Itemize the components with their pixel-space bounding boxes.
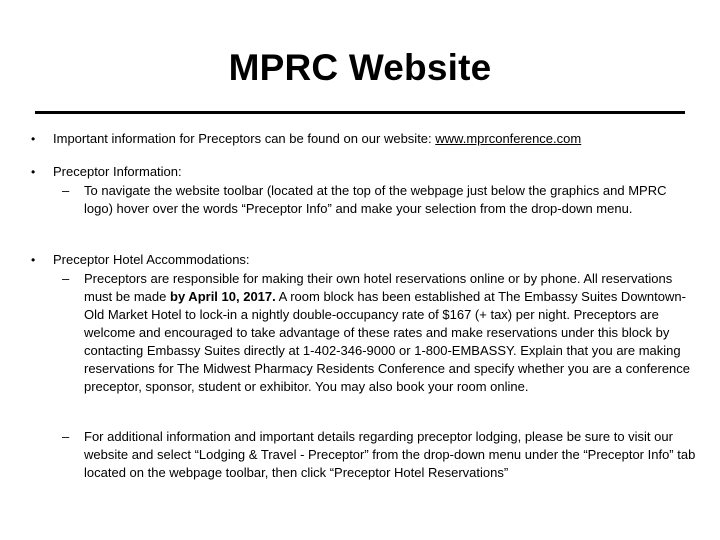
website-link[interactable]: www.mprconference.com [435,131,582,146]
bullet-marker: • [31,132,36,146]
hotel-text-start: Preceptors are responsible for making their own hotel reservations online or by phone. All reservations must be made [84,271,673,304]
bullet-marker: • [31,253,36,267]
deadline-date: by April 10, 2017. [170,289,276,304]
hotel-reservation-text [84,270,696,396]
bullet-marker: • [31,165,36,179]
dash-marker: – [62,429,70,444]
preceptor-info-heading: Preceptor Information: [53,164,182,179]
website-info-item [53,130,693,148]
lodging-info-text: For additional information and important details regarding preceptor lodging, please be sure to visit our website and select “Lodging & Travel - Preceptor” from the drop-down menu under the “Preceptor Info” tab located on the webpage toolbar, then click “Preceptor Hotel Reservations” [84,429,696,480]
slide-title: MPRC Website [228,47,492,88]
hotel-accommodations-heading: Preceptor Hotel Accommodations: [53,252,250,267]
website-info-text: Important information for Preceptors can be found on our website: [53,131,436,146]
dash-marker: – [62,183,70,198]
toolbar-navigation-text: To navigate the website toolbar (located at the top of the webpage just below the graphics and MPRC logo) hover over the words “Preceptor Info” and make your selection from the drop-down menu. [84,183,667,216]
dash-marker: – [62,271,70,286]
hotel-text-rest: A room block has been established at The Embassy Suites Downtown-Old Market Hotel to lock-in a nightly double-occupancy rate of $167 (+ tax) per night. Preceptors are welcome and encouraged to take advantage of these rates and make reservations under this block by contacting Embassy Suites directly at 1-402-346-9000 or 1-800-EMBASSY. Explain that you are making reservations for The Midwest Pharmacy Residents Conference and specify whether you are a conference preceptor, sponsor, student or exhibitor. You may also book your room online. [84,289,691,394]
